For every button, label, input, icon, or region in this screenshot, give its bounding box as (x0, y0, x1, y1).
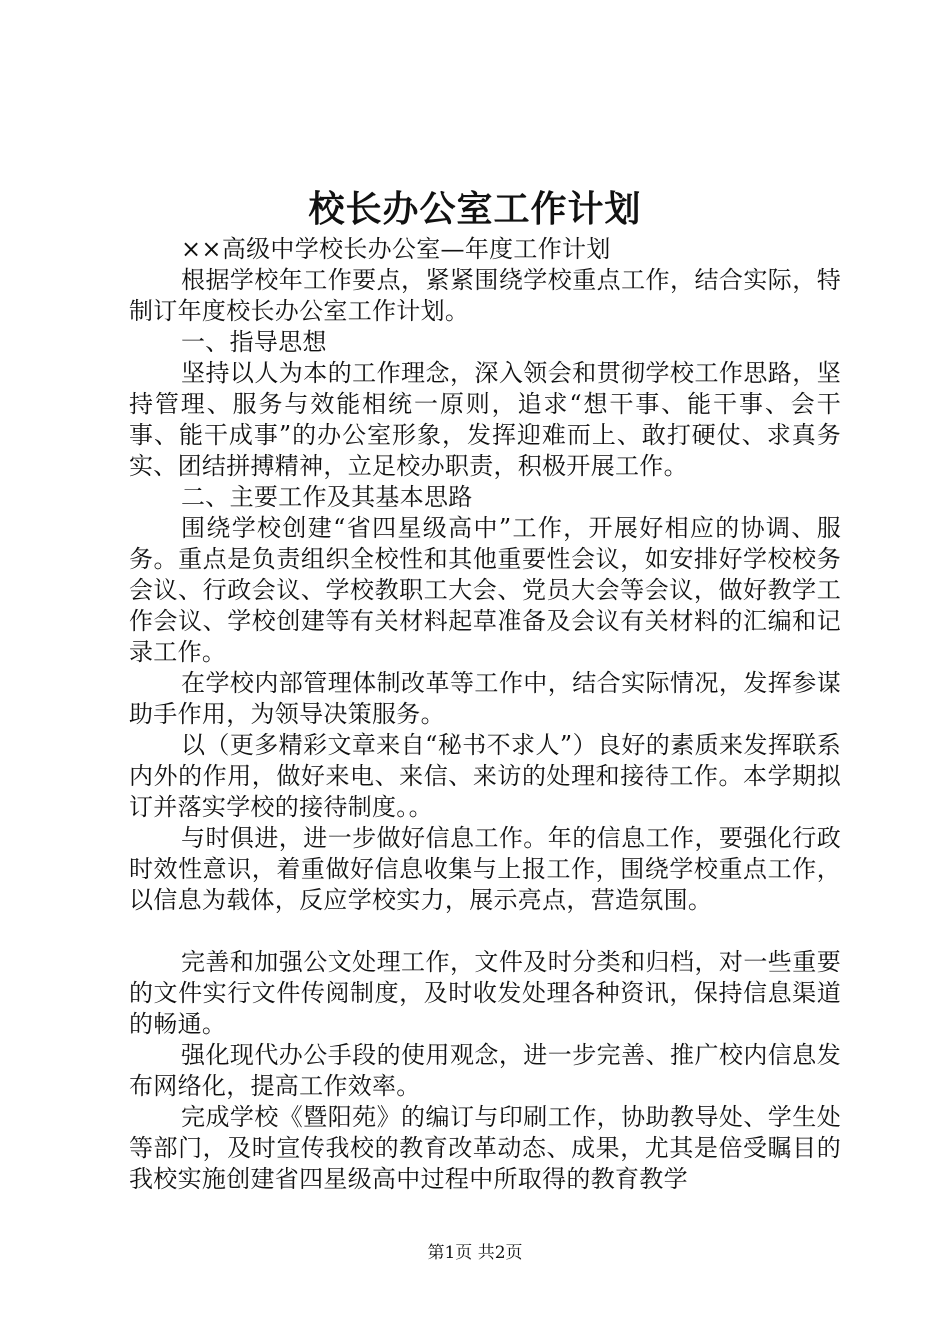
page-footer: 第1页 共2页 (427, 1243, 523, 1263)
paragraph-publication: 完成学校《暨阳苑》的编订与印刷工作，协助教导处、学生处等部门，及时宣传我校的教育改革动态、成果，尤其是倍受瞩目的我校实施创建省四星级高中过程中所取得的教育教学 (129, 1103, 841, 1193)
document-body (129, 234, 841, 1195)
paragraph-office-tools: 强化现代办公手段的使用观念，进一步完善、推广校内信息发布网络化，提高工作效率。 (129, 1041, 841, 1100)
paragraph-four-star: 围绕学校创建“省四星级高中”工作，开展好相应的协调、服务。重点是负责组织全校性和其他重要性会议，如安排好学校校务会议、行政会议、学校教职工大会、党员大会等会议，做好教学工作会议、学校创建等有关材料起草准备及会议有关材料的汇编和记录工作。 (129, 514, 841, 666)
document-subtitle: ××高级中学校长办公室—年度工作计划 (181, 235, 611, 263)
document-title: 校长办公室工作计划 (308, 188, 642, 230)
paragraph-guiding-thought: 坚持以人为本的工作理念，深入领会和贯彻学校工作思路，坚持管理、服务与效能相统一原则，追求“想干事、能干事、会干事、能干成事”的办公室形象，发挥迎难而上、敢打硬仗、求真务实、团结拼搏精神，立足校办职责，积极开展工作。 (129, 359, 841, 480)
paragraph-reception: 以（更多精彩文章来自“秘书不求人”）良好的素质来发挥联系内外的作用，做好来电、来信、来访的处理和接待工作。本学期拟订并落实学校的接待制度。。 (129, 731, 841, 821)
paragraph-information: 与时俱进，进一步做好信息工作。年的信息工作，要强化行政时效性意识，着重做好信息收集与上报工作，围绕学校重点工作，以信息为载体，反应学校实力，展示亮点，营造氛围。 (129, 824, 841, 914)
section-heading-guiding-thought: 一、指导思想 (181, 328, 327, 356)
paragraph-documents: 完善和加强公文处理工作，文件及时分类和归档，对一些重要的文件实行文件传阅制度，及时收发处理各种资讯，保持信息渠道的畅通。 (129, 948, 841, 1038)
section-heading-main-work: 二、主要工作及其基本思路 (181, 483, 473, 511)
paragraph-reform: 在学校内部管理体制改革等工作中，结合实际情况，发挥参谋助手作用，为领导决策服务。 (129, 669, 841, 728)
paragraph-intro: 根据学校年工作要点，紧紧围绕学校重点工作，结合实际，特制订年度校长办公室工作计划。 (129, 266, 841, 325)
blank-line (129, 916, 841, 947)
